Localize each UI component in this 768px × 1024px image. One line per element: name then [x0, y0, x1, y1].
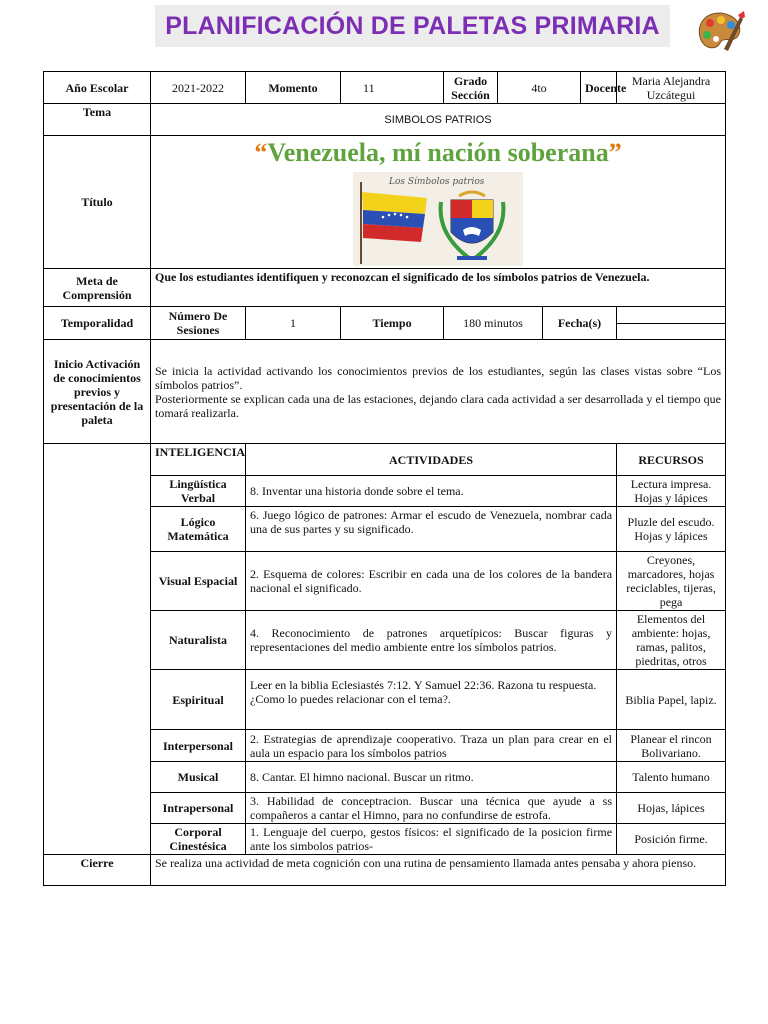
temporalidad-label: Temporalidad — [44, 307, 151, 340]
act-cell: 2. Estrategias de aprendizaje cooperativo. Traza un plan para crear en el aula un espacio para los símbolos patrios — [246, 730, 617, 762]
docente-label: Docente — [581, 72, 617, 104]
quote-open: “ — [254, 138, 268, 167]
sesiones-value: 1 — [246, 307, 341, 340]
intel-cell: Espiritual — [151, 670, 246, 730]
cierre-label: Cierre — [44, 855, 151, 886]
rec-cell: Elementos del ambiente: hojas, ramas, palitos, piedritas, otros — [617, 611, 726, 670]
col-recursos: RECURSOS — [617, 444, 726, 476]
grado-label: Grado Sección — [444, 72, 498, 104]
meta-label: Meta de Comprensión — [44, 269, 151, 307]
momento-label: Momento — [246, 72, 341, 104]
drawing-caption: Los Símbolos patrios — [389, 177, 485, 187]
act-cell: 1. Lenguaje del cuerpo, gestos físicos: el significado de la posicion firme ante los simbolos patrios- — [246, 824, 617, 855]
fecha-line-1 — [617, 307, 725, 324]
intel-cell: Intrapersonal — [151, 793, 246, 824]
intel-cell: Naturalista — [151, 611, 246, 670]
col-inteligencia: INTELIGENCIA — [151, 444, 246, 476]
titulo-value-wrap — [151, 138, 725, 168]
inicio-value — [151, 340, 726, 444]
page-header — [155, 5, 670, 47]
intel-cell: Corporal Cinestésica — [151, 824, 246, 855]
act-cell: 6. Juego lógico de patrones: Armar el escudo de Venezuela, nombrar cada una de sus partes y su significado. — [246, 507, 617, 552]
titulo-label: Título — [44, 136, 151, 269]
rec-cell: Pluzle del escudo. Hojas y lápices — [617, 507, 726, 552]
act-cell: 2. Esquema de colores: Escribir en cada una de los colores de la bandera nacional el significado. — [246, 552, 617, 611]
rec-cell: Lectura impresa. Hojas y lápices — [617, 476, 726, 507]
grado-value: 4to — [498, 72, 581, 104]
cierre-value: Se realiza una actividad de meta cognición con una rutina de pensamiento llamada antes pensaba y ahora pienso. — [151, 855, 726, 886]
meta-value: Que los estudiantes identifiquen y reconozcan el significado de los símbolos patrios de Venezuela. — [151, 269, 726, 307]
intel-cell: Musical — [151, 762, 246, 793]
tema-value: SIMBOLOS PATRIOS — [151, 104, 726, 136]
act-cell: 4. Reconocimiento de patrones arquetípicos: Buscar figuras y representaciones del medio ambiente entre los símbolos patrios. — [246, 611, 617, 670]
rec-cell: Biblia Papel, lapiz. — [617, 670, 726, 730]
sesiones-label: Número De Sesiones — [151, 307, 246, 340]
rec-cell: Creyones, marcadores, hojas reciclables, tijeras, pega — [617, 552, 726, 611]
tema-label: Tema — [44, 104, 151, 136]
flag-and-coat-of-arms-drawing — [353, 172, 523, 266]
fecha-label: Fecha(s) — [543, 307, 617, 340]
quote-close: ” — [608, 138, 622, 167]
act-cell: Leer en la biblia Eclesiastés 7:12. Y Samuel 22:36. Razona tu respuesta. ¿Como lo puedes relacionar con el tema?. — [246, 670, 617, 730]
inicio-paragraph-1: Se inicia la actividad activando los conocimientos previos de los estudiantes, según las clases vistas sobre “Los símbolos patrios”. — [155, 363, 722, 392]
act-cell: 8. Inventar una historia donde sobre el tema. — [246, 476, 617, 507]
paint-palette-icon — [694, 7, 746, 55]
titulo-cell — [151, 136, 726, 269]
intel-cell: Lógico Matemática — [151, 507, 246, 552]
rec-cell: Talento humano — [617, 762, 726, 793]
intel-cell: Visual Espacial — [151, 552, 246, 611]
planning-table — [43, 71, 726, 886]
intel-cell: Lingüística Verbal — [151, 476, 246, 507]
rec-cell: Planear el rincon Bolivariano. — [617, 730, 726, 762]
inicio-paragraph-2: Posteriormente se explican cada una de las estaciones, dejando clara cada actividad a ser desarrollada y el tiempo que tomará realizarla. — [155, 391, 722, 420]
anio-value: 2021-2022 — [151, 72, 246, 104]
fecha-line-2 — [617, 324, 725, 340]
blank-left-cell — [44, 444, 151, 855]
titulo-value: Venezuela, mí nación soberana — [267, 138, 609, 167]
rec-cell: Posición firme. — [617, 824, 726, 855]
momento-value: 11 — [341, 72, 444, 104]
act-cell: 8. Cantar. El himno nacional. Buscar un ritmo. — [246, 762, 617, 793]
inicio-label: Inicio Activación de conocimientos previos y presentación de la paleta — [44, 340, 151, 444]
intel-cell: Interpersonal — [151, 730, 246, 762]
anio-label: Año Escolar — [44, 72, 151, 104]
tiempo-label: Tiempo — [341, 307, 444, 340]
col-actividades: ACTIVIDADES — [246, 444, 617, 476]
docente-value: Maria Alejandra Uzcátegui — [617, 72, 726, 104]
rec-cell: Hojas, lápices — [617, 793, 726, 824]
fecha-split — [617, 307, 725, 339]
tiempo-value: 180 minutos — [444, 307, 543, 340]
page-title: PLANIFICACIÓN DE PALETAS PRIMARIA — [165, 11, 660, 40]
act-cell: 3. Habilidad de conceptracion. Buscar una técnica que ayude a ss compañeros a cantar el Himno, para no confundirse de estrofa. — [246, 793, 617, 824]
fecha-value — [617, 307, 726, 340]
